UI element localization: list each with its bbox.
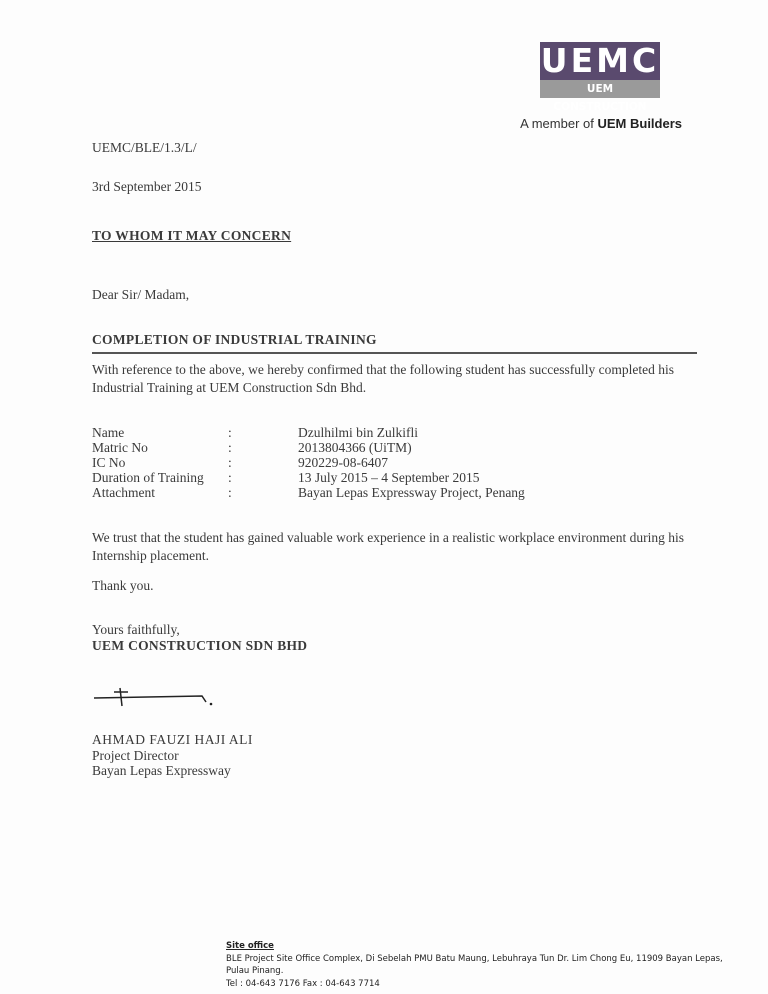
subject-rule <box>92 352 697 354</box>
detail-label: IC No <box>92 455 126 470</box>
detail-value: Bayan Lepas Expressway Project, Penang <box>298 485 525 500</box>
detail-colon: : <box>228 425 232 440</box>
body-line-2: Internship placement. <box>92 548 209 563</box>
footer-address-2: Pulau Pinang. <box>226 966 284 976</box>
company-name: UEM CONSTRUCTION SDN BHD <box>92 638 308 653</box>
signatory-project: Bayan Lepas Expressway <box>92 763 231 778</box>
detail-value: 920229-08-6407 <box>298 455 388 470</box>
detail-value: 2013804366 (UiTM) <box>298 440 412 455</box>
logo-main: UEMC <box>540 41 660 80</box>
detail-label: Attachment <box>92 485 155 500</box>
closing: Yours faithfully, <box>92 622 180 637</box>
to-whom-heading: TO WHOM IT MAY CONCERN <box>92 228 292 243</box>
member-name: UEM Builders <box>597 116 682 131</box>
member-prefix: A member of <box>520 116 594 131</box>
detail-label: Name <box>92 425 125 440</box>
signatory-name: AHMAD FAUZI HAJI ALI <box>92 732 253 747</box>
detail-colon: : <box>228 455 232 470</box>
footer <box>226 940 723 990</box>
footer-address-1: BLE Project Site Office Complex, Di Sebelah PMU Batu Maung, Lebuhraya Tun Dr. Lim Chong Eu, 11909 Bayan Lepas, <box>226 953 723 964</box>
uemc-logo <box>540 41 660 113</box>
logo-sub: UEM CONSTRUCTION <box>540 80 660 98</box>
detail-colon: : <box>228 440 232 455</box>
footer-contact: Tel : 04-643 7176 Fax : 04-643 7714 <box>226 978 380 989</box>
detail-value: 13 July 2015 – 4 September 2015 <box>298 470 480 485</box>
salutation: Dear Sir/ Madam, <box>92 287 190 302</box>
intro-line-1: With reference to the above, we hereby confirmed that the following student has successfully completed his <box>92 362 675 377</box>
intro-line-2: Industrial Training at UEM Construction Sdn Bhd. <box>92 380 367 395</box>
detail-value: Dzulhilmi bin Zulkifli <box>298 425 418 440</box>
signatory-title: Project Director <box>92 748 179 763</box>
detail-colon: : <box>228 470 232 485</box>
letter-date: 3rd September 2015 <box>92 179 202 194</box>
body-line-1: We trust that the student has gained valuable work experience in a realistic workplace environment during his <box>92 530 684 545</box>
footer-title: Site office <box>226 941 274 951</box>
detail-label: Duration of Training <box>92 470 204 485</box>
member-tagline <box>520 116 682 131</box>
thanks: Thank you. <box>92 578 154 593</box>
detail-label: Matric No <box>92 440 148 455</box>
subject-heading: COMPLETION OF INDUSTRIAL TRAINING <box>92 332 377 347</box>
signature-image <box>92 684 222 708</box>
detail-colon: : <box>228 485 232 500</box>
reference-number: UEMC/BLE/1.3/L/ <box>92 140 197 155</box>
